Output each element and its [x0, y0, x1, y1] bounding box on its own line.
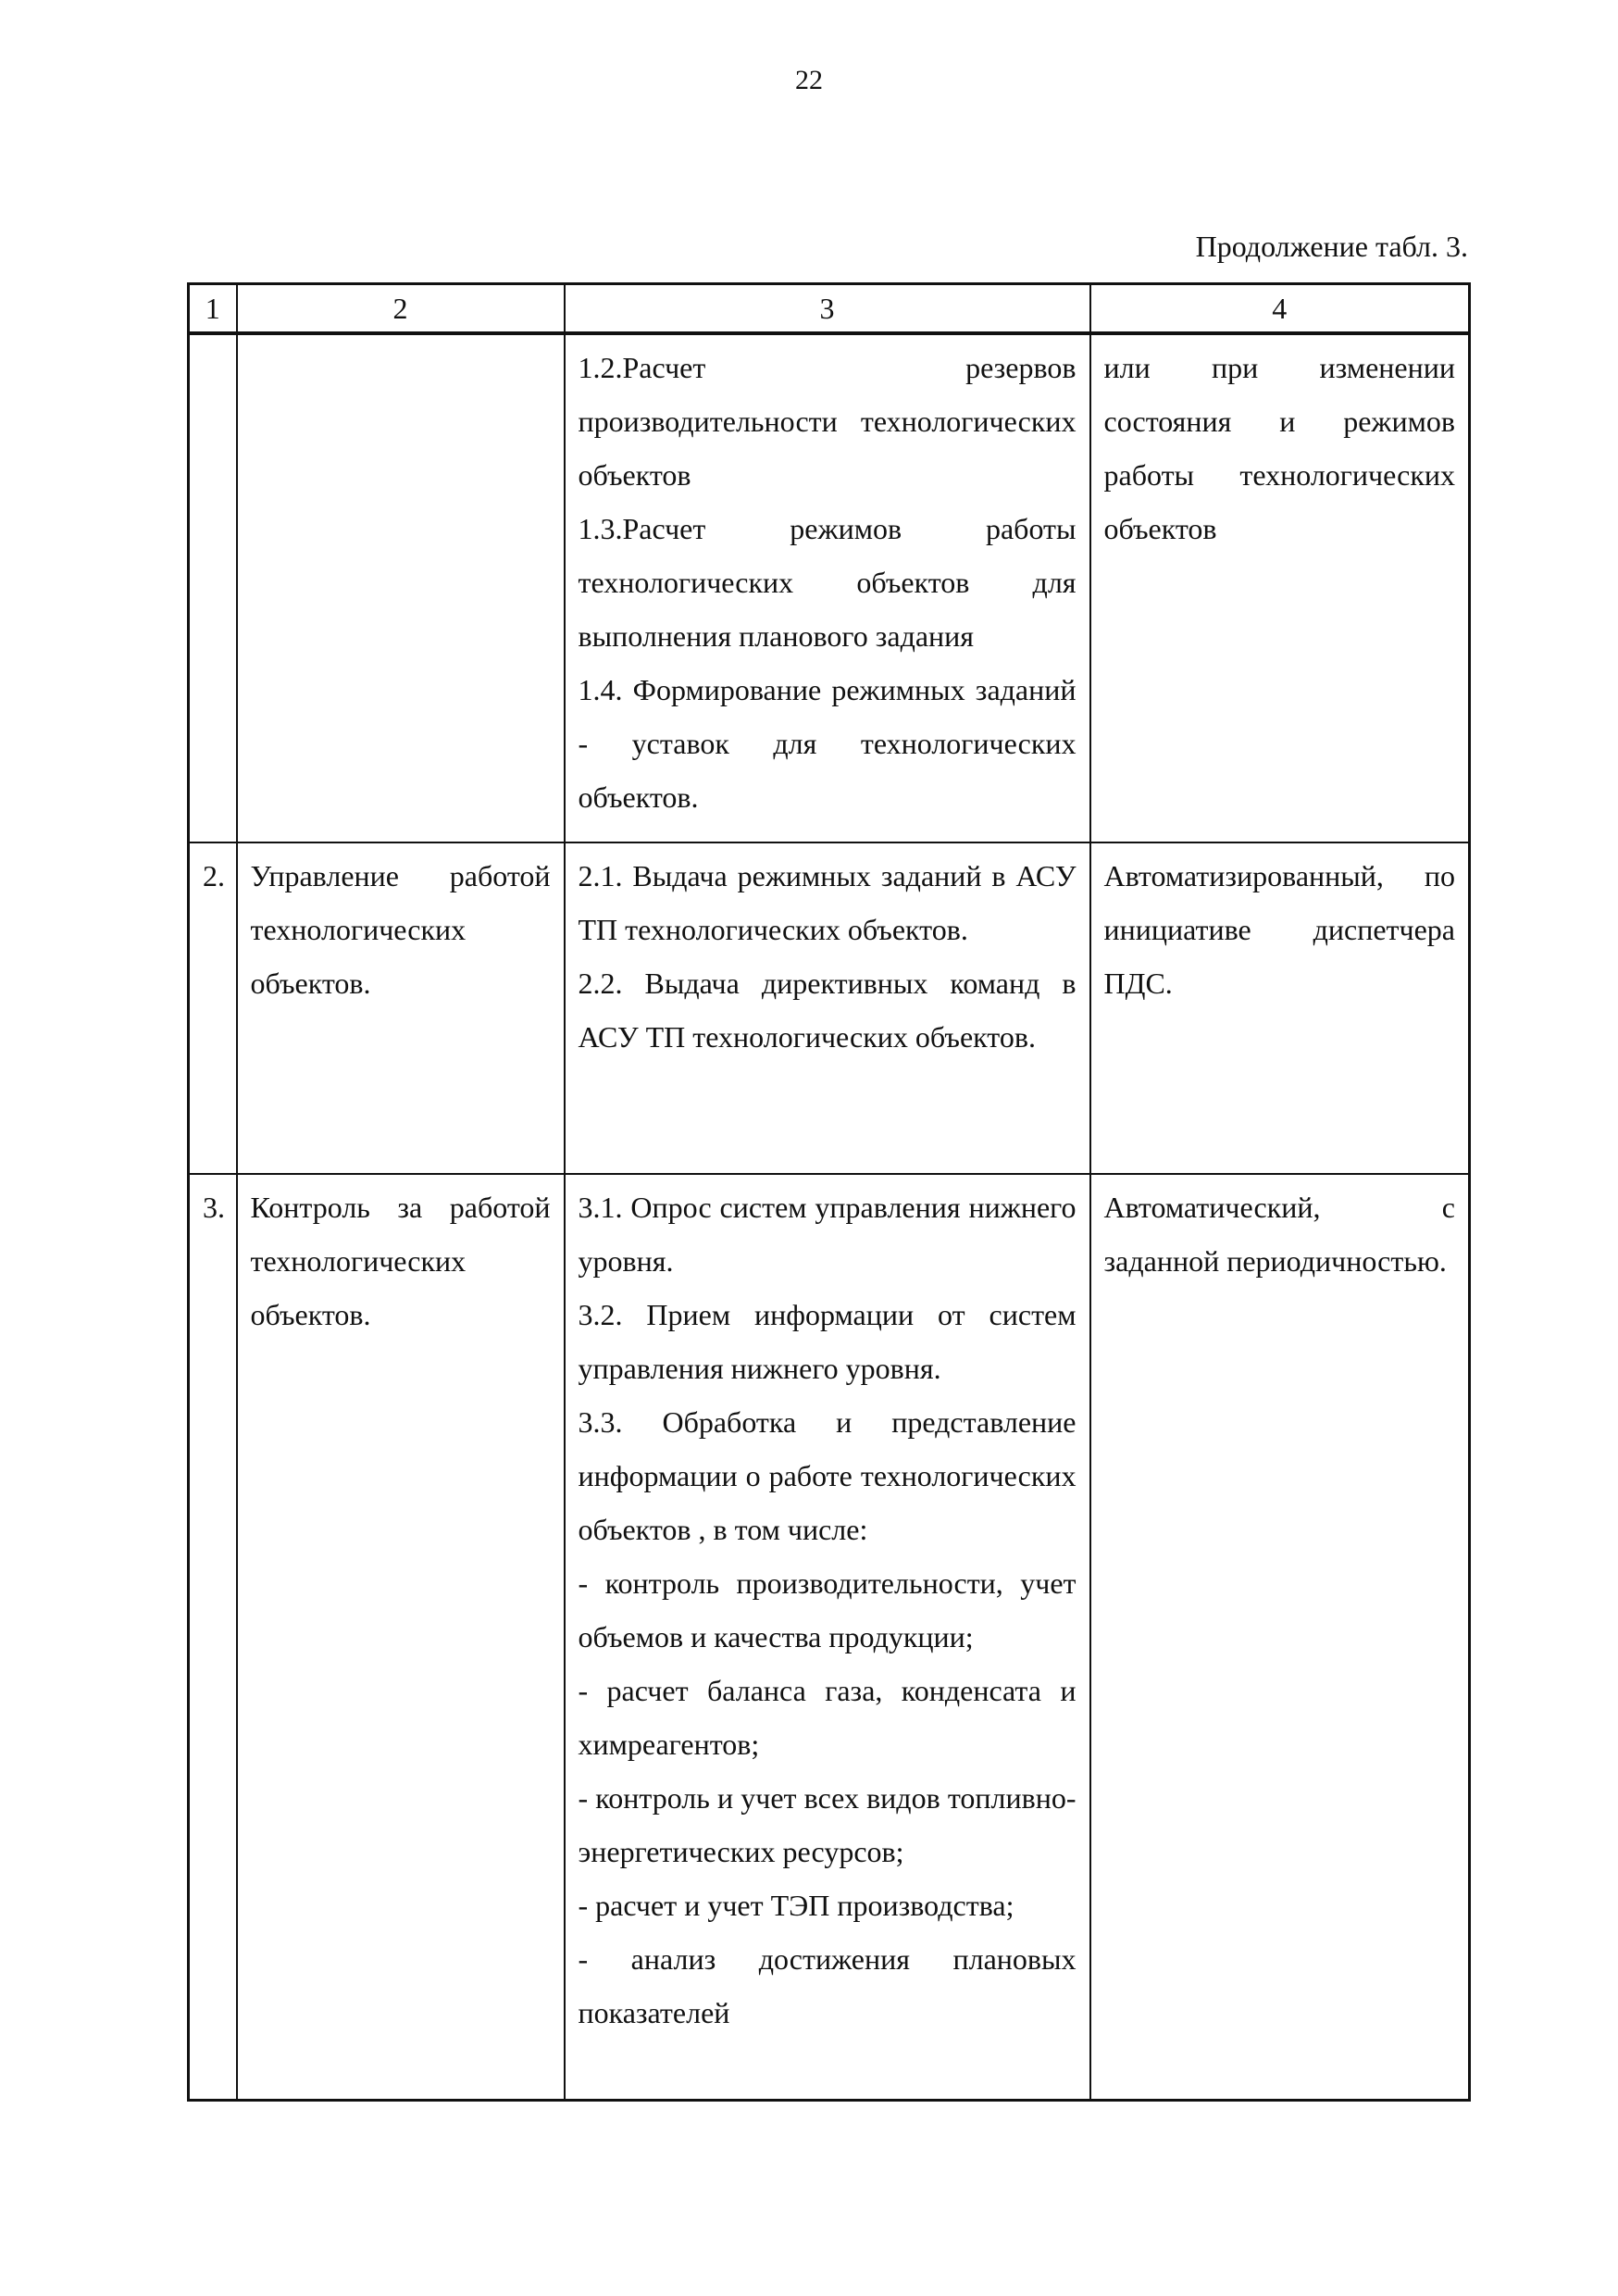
- operation-item: - контроль и учет всех видов топливно-энергетических ресурсов;: [578, 1781, 1077, 1868]
- row-number: 2.: [189, 842, 237, 1174]
- operations-cell: [565, 842, 1090, 1174]
- operation-item: - контроль производительности, учет объемов и качества продукции;: [578, 1566, 1077, 1653]
- operation-item: 1.2.Расчет резервов производительности технологических объектов: [578, 351, 1077, 492]
- function-name: [237, 333, 565, 842]
- table-row: [189, 333, 1470, 842]
- execution-mode: Автоматический, с заданной периодичностью.: [1090, 1174, 1470, 2100]
- execution-mode: или при изменении состояния и режимов работы технологических объектов: [1090, 333, 1470, 842]
- table-header-row: [189, 284, 1470, 334]
- execution-mode: Автоматизированный, по инициативе диспетчера ПДС.: [1090, 842, 1470, 1174]
- table-row: [189, 1174, 1470, 2100]
- row-number: 3.: [189, 1174, 237, 2100]
- column-header-4: 4: [1090, 284, 1470, 334]
- function-name: Управление работой технологических объектов.: [237, 842, 565, 1174]
- operation-item: 3.3. Обработка и представление информации о работе технологических объектов , в том числе:: [578, 1405, 1077, 1546]
- operations-cell: [565, 1174, 1090, 2100]
- operation-item: 3.2. Прием информации от систем управления нижнего уровня.: [578, 1298, 1077, 1385]
- operation-item: - анализ достижения плановых показателей: [578, 1942, 1077, 2029]
- operation-item: - расчет и учет ТЭП производства;: [578, 1889, 1014, 1922]
- operation-item: 2.1. Выдача режимных заданий в АСУ ТП технологических объектов.: [578, 859, 1077, 946]
- operation-item: 3.1. Опрос систем управления нижнего уровня.: [578, 1191, 1077, 1278]
- operation-item: - расчет баланса газа, конденсата и химреагентов;: [578, 1674, 1077, 1761]
- column-header-3: 3: [565, 284, 1090, 334]
- operations-cell: [565, 333, 1090, 842]
- functions-table: [187, 282, 1471, 2102]
- operation-item: 1.3.Расчет режимов работы технологических объектов для выполнения планового задания: [578, 512, 1077, 653]
- row-number: [189, 333, 237, 842]
- column-header-2: 2: [237, 284, 565, 334]
- column-header-1: 1: [189, 284, 237, 334]
- function-name: Контроль за работой технологических объектов.: [237, 1174, 565, 2100]
- page-number: 22: [795, 65, 823, 95]
- table-row: [189, 842, 1470, 1174]
- table-caption: Продолжение табл. 3.: [1195, 230, 1468, 263]
- operation-item: 1.4. Формирование режимных заданий - уставок для технологических объектов.: [578, 673, 1077, 814]
- operation-item: 2.2. Выдача директивных команд в АСУ ТП технологических объектов.: [578, 967, 1077, 1054]
